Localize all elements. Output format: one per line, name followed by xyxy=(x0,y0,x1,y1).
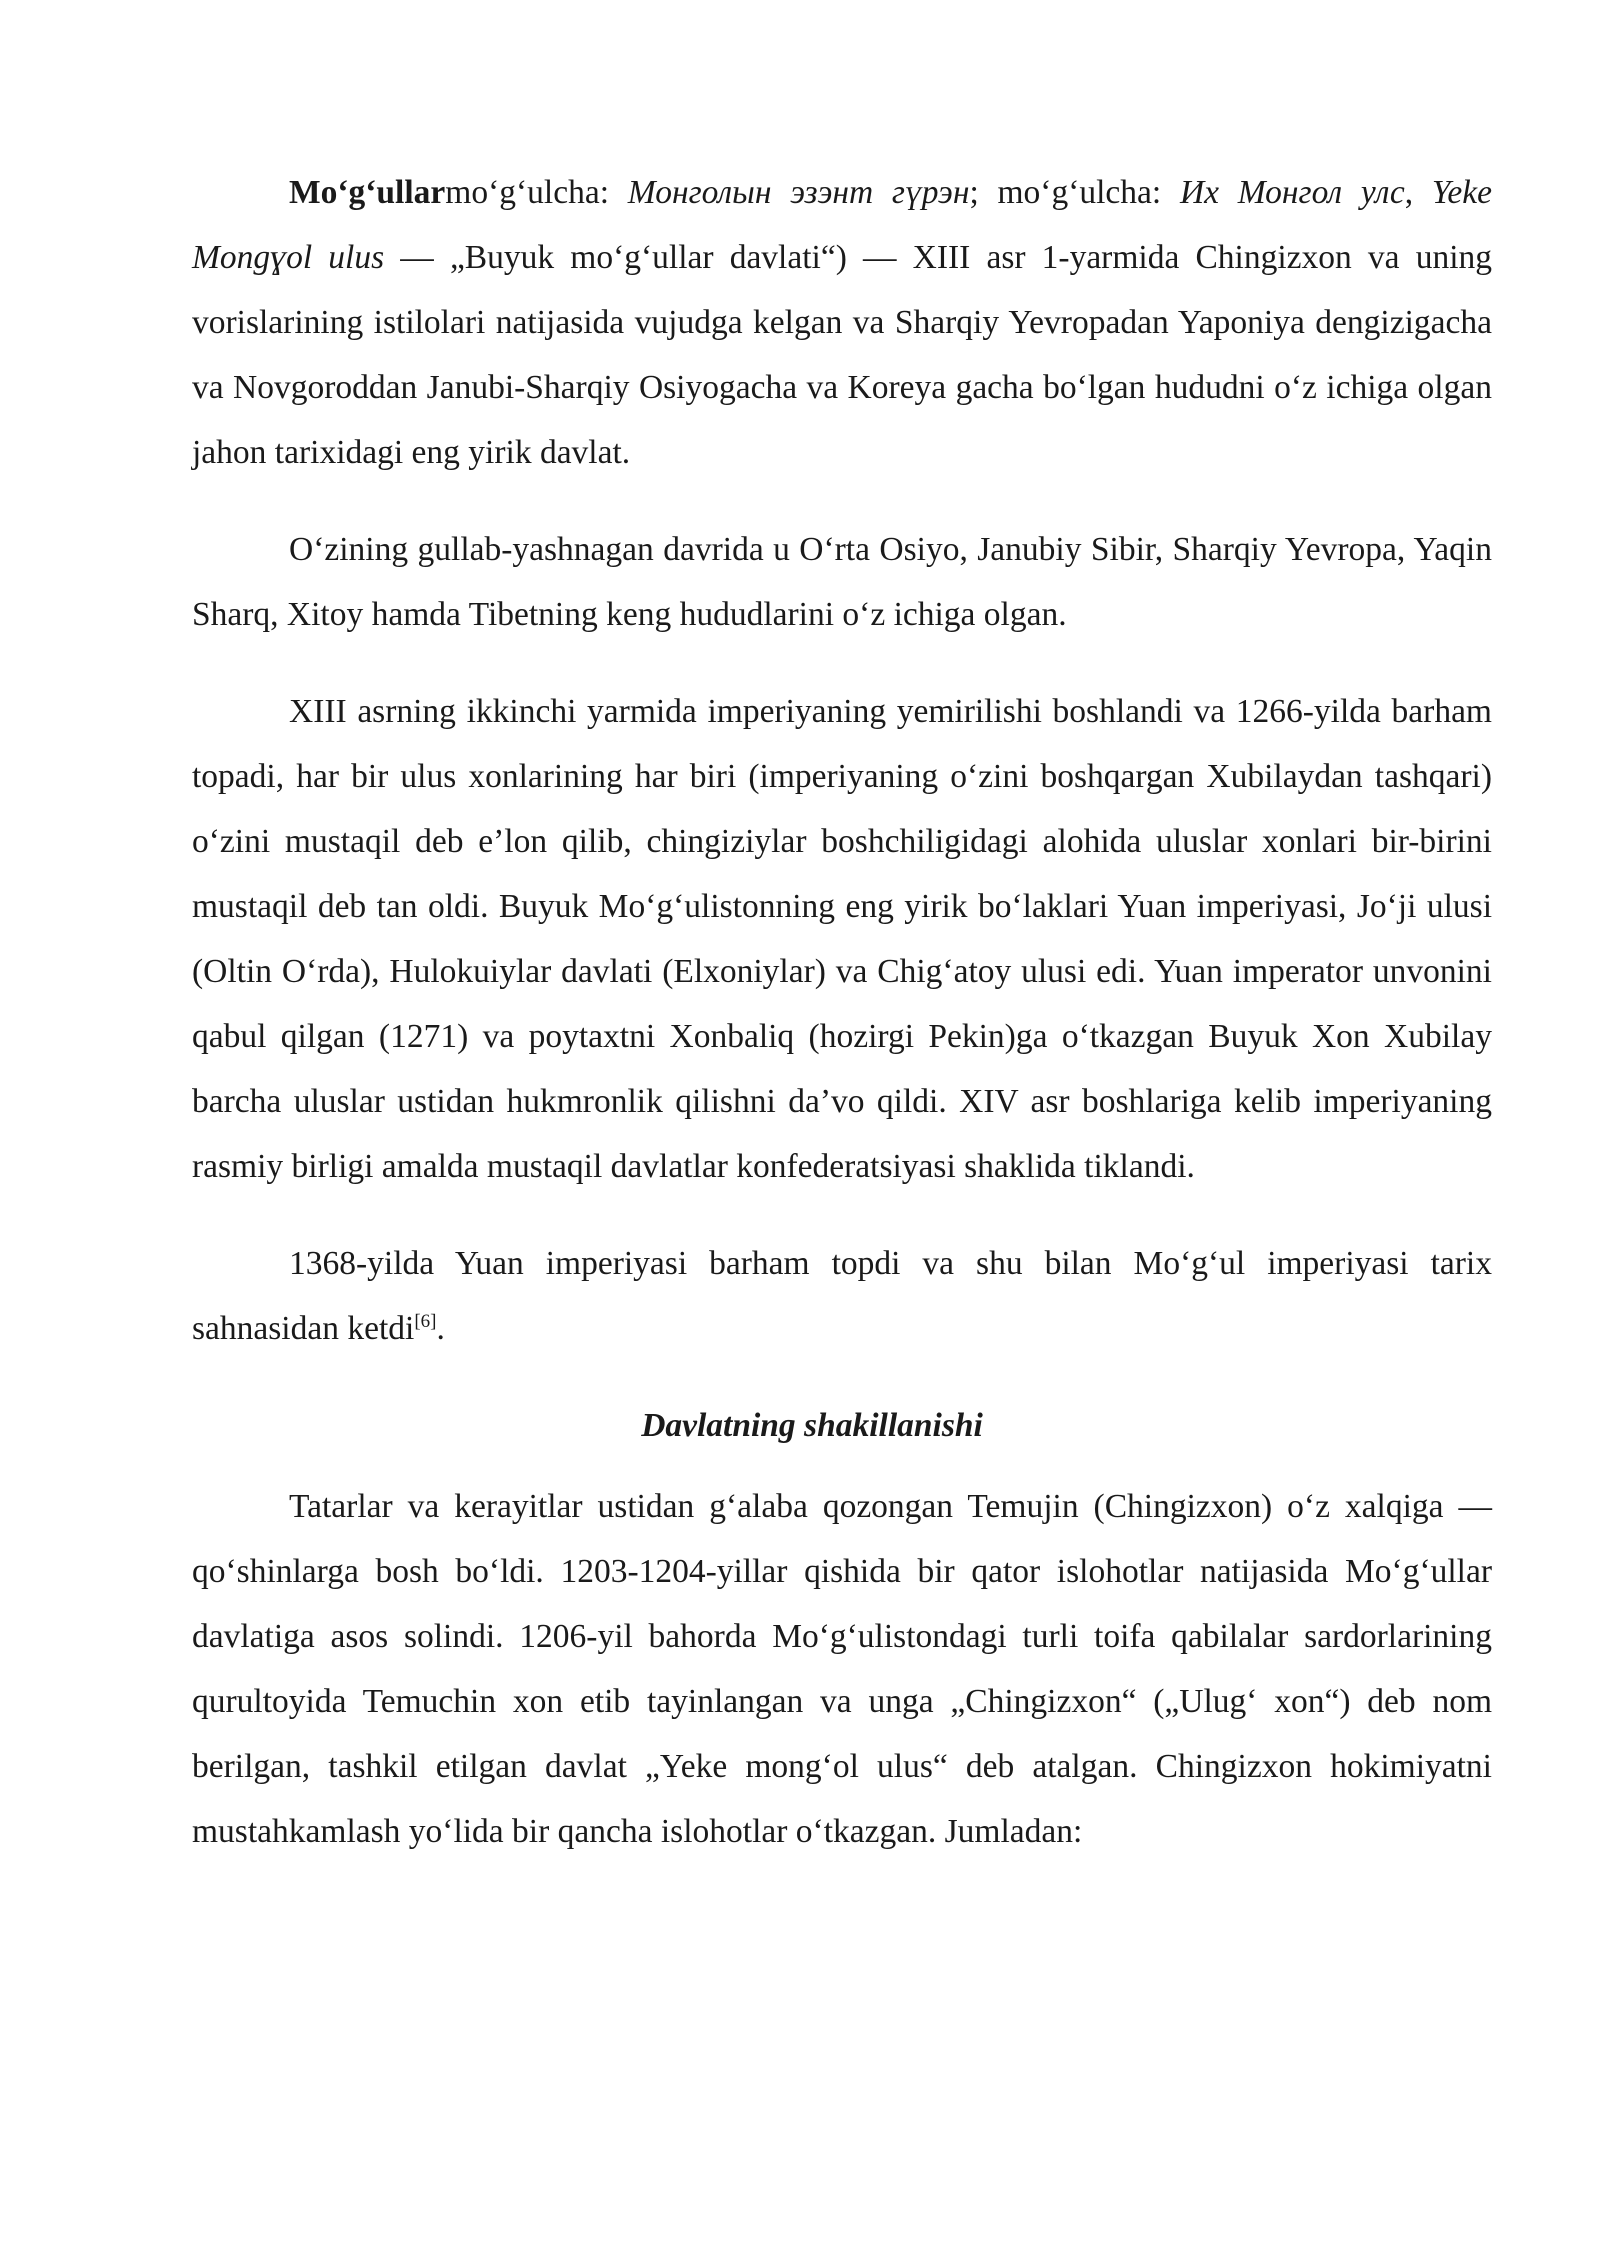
text-run: 1368-yilda Yuan imperiyasi barham topdi va shu bilan Mo‘g‘ul imperiyasi tarix sahnasidan ketdi xyxy=(192,1245,1492,1347)
bold-term: Mo‘g‘ullar xyxy=(289,174,446,211)
document-body xyxy=(192,160,1492,1864)
text-run: mo‘g‘ulcha: xyxy=(445,174,628,211)
text-run: — „Buyuk mo‘g‘ullar davlati“) — XIII asr 1-yarmida Chingizxon va uning vorislarining istilolari natijasida vujudga kelgan va Sharqiy Yevropadan Yaponiya dengizigacha va Novgoroddan Janubi-Sharqiy Osiyogacha va Koreya gacha bo‘lgan hududni o‘z ichiga olgan jahon tarixidagi eng yirik davlat. xyxy=(192,239,1492,471)
paragraph-extent: O‘zining gullab-yashnagan davrida u O‘rta Osiyo, Janubiy Sibir, Sharqiy Yevropa, Yaqin Sharq, Xitoy hamda Tibetning keng hududlarini o‘z ichiga olgan. xyxy=(192,531,1492,633)
text-run: . xyxy=(436,1310,445,1347)
paragraph-formation: Tatarlar va kerayitlar ustidan g‘alaba qozongan Temujin (Chingizxon) o‘z xalqiga — qo‘shinlarga bosh bo‘ldi. 1203-1204-yillar qishida bir qator islohotlar natijasida Mo‘g‘ullar davlatiga asos solindi. 1206-yil bahorda Mo‘g‘ulistondagi turli toifa qabilalar sardorlarining qurultoyida Temuchin xon etib tayinlangan va unga „Chingizxon“ („Ulug‘ xon“) deb nom berilgan, tashkil etilgan davlat „Yeke mong‘ol ulus“ deb atalgan. Chingizxon hokimiyatni mustahkamlash yo‘lida bir qancha islohotlar o‘tkazgan. Jumladan: xyxy=(192,1488,1492,1850)
paragraph-intro xyxy=(192,160,1492,485)
paragraph-end xyxy=(192,1231,1492,1361)
footnote-reference[interactable]: [6] xyxy=(414,1310,437,1332)
section-heading: Davlatning shakillanishi xyxy=(641,1407,983,1444)
paragraph-decline: XIII asrning ikkinchi yarmida imperiyaning yemirilishi boshlandi va 1266-yilda barham topadi, har bir ulus xonlarining har biri (imperiyaning o‘zini boshqargan Xubilaydan tashqari) o‘zini mustaqil deb e’lon qilib, chingiziylar boshchiligidagi alohida uluslar xonlari bir-birini mustaqil deb tan oldi. Buyuk Mo‘g‘ulistonning eng yirik bo‘laklari Yuan imperiyasi, Jo‘ji ulusi (Oltin O‘rda), Hulokuiylar davlati (Elxoniylar) va Chig‘atoy ulusi edi. Yuan imperator unvonini qabul qilgan (1271) va poytaxtni Xonbaliq (hozirgi Pekin)ga o‘tkazgan Buyuk Xon Xubilay barcha uluslar ustidan hukmronlik qilishni da’vo qildi. XIV asr boshlariga kelib imperiyaning rasmiy birligi amalda mustaqil davlatlar konfederatsiyasi shaklida tiklandi. xyxy=(192,693,1492,1185)
text-run: ; mo‘g‘ulcha: xyxy=(969,174,1180,211)
italic-run: Их Монгол улс xyxy=(1179,174,1405,211)
text-run: , xyxy=(1404,174,1432,211)
italic-run: Yeke Mongɣol ulus xyxy=(192,174,1492,276)
italic-run: Монголын эзэнт гүрэн xyxy=(627,174,970,211)
